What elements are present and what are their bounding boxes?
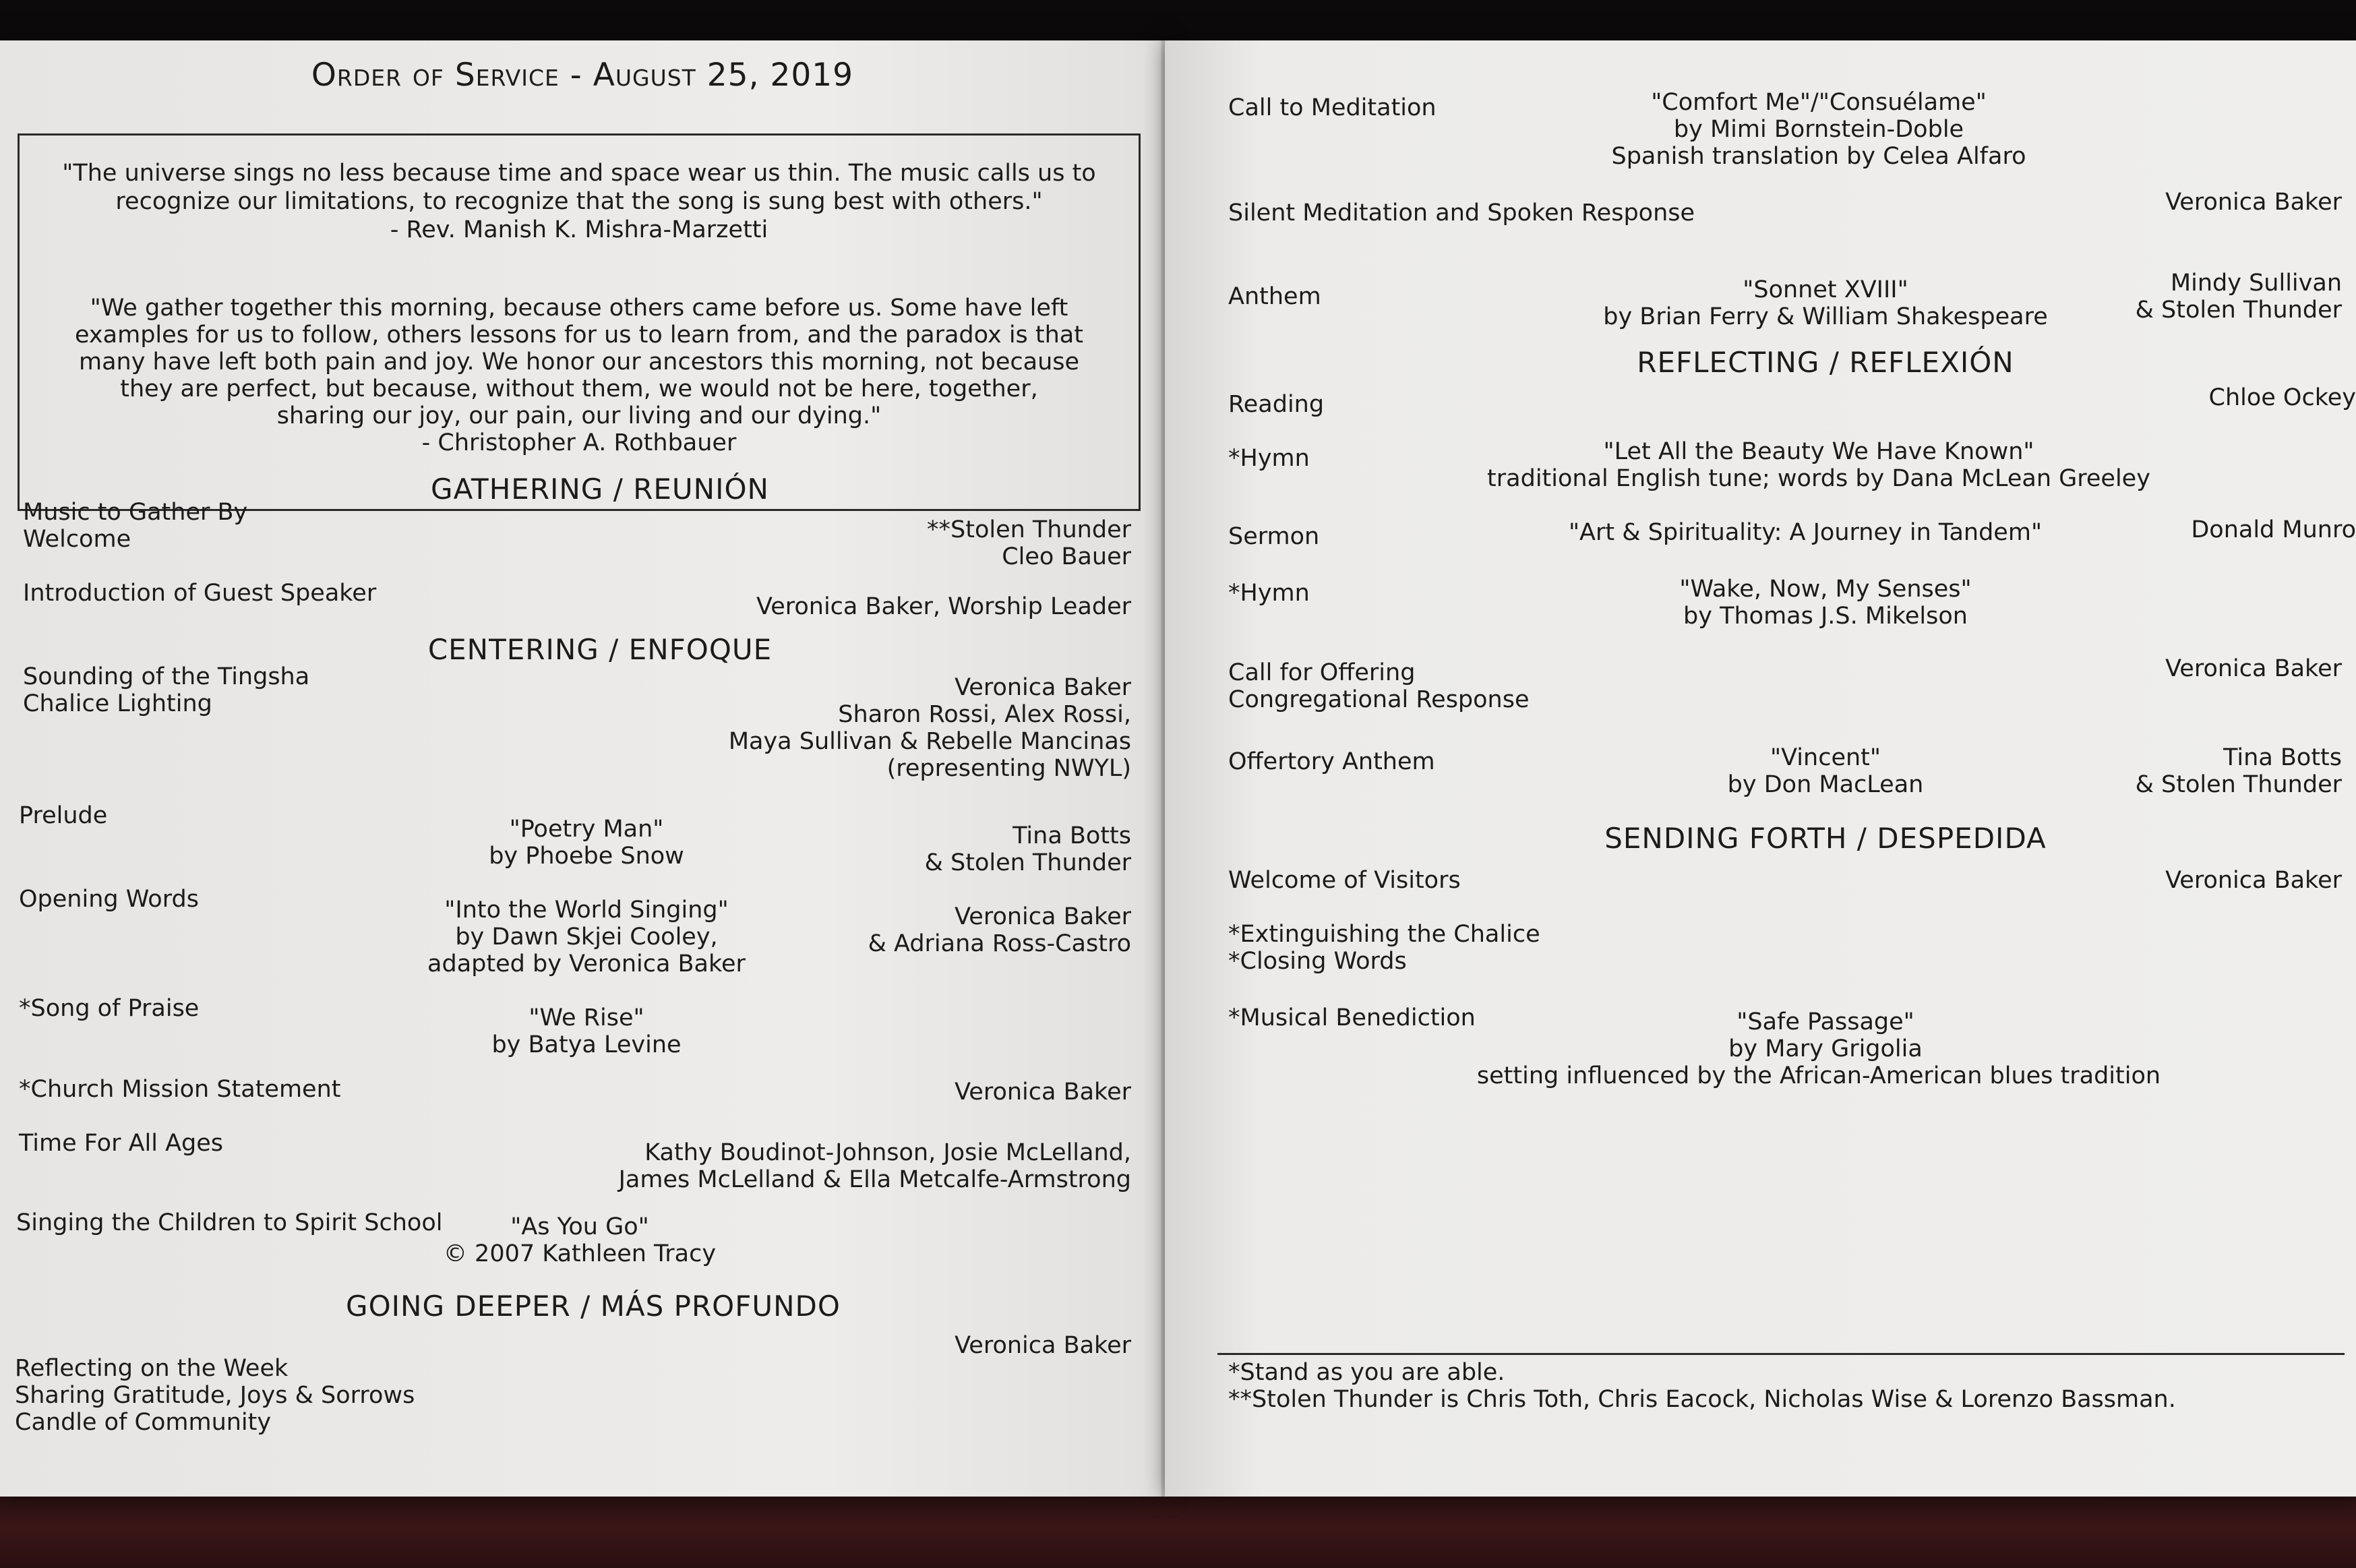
- music-gather-performer-1: **Stolen Thunder: [927, 516, 1131, 543]
- quote2-line3: many have left both pain and joy. We honor our ancestors this morning, not because: [78, 349, 1080, 375]
- item-prelude: Prelude: [19, 802, 108, 829]
- prelude-author: by Phoebe Snow: [489, 843, 684, 870]
- item-reflecting: Reflecting on the Week: [15, 1355, 289, 1382]
- section-sending-forth: SENDING FORTH / DESPEDIDA: [1604, 822, 2047, 855]
- tingsha-person-3: Maya Sullivan & Rebelle Mancinas: [728, 728, 1131, 755]
- item-hymn-1: *Hymn: [1228, 445, 1310, 472]
- reflect-person: Veronica Baker: [955, 1332, 1131, 1359]
- music-gather-performer-2: Cleo Bauer: [1002, 543, 1131, 570]
- call-med-title: "Comfort Me"/"Consuélame": [1651, 89, 1987, 116]
- anthem-title: "Sonnet XVIII": [1743, 276, 1908, 303]
- mission-person: Veronica Baker: [955, 1079, 1131, 1106]
- item-tingsha-2: Chalice Lighting: [23, 690, 212, 717]
- item-candle: Candle of Community: [15, 1409, 272, 1436]
- item-musical-benediction: *Musical Benediction: [1228, 1004, 1476, 1031]
- quote2-line4: they are perfect, but because, without them, we would not be here, together,: [120, 375, 1038, 402]
- item-time-all-ages: Time For All Ages: [19, 1130, 224, 1157]
- item-sharing: Sharing Gratitude, Joys & Sorrows: [15, 1382, 415, 1409]
- call-med-translation: Spanish translation by Celea Alfaro: [1611, 143, 2026, 170]
- item-opening: Opening Words: [19, 886, 199, 913]
- off-anthem-performer-2: & Stolen Thunder: [2135, 771, 2342, 798]
- quote2-line5: sharing our joy, our pain, our living and our dying.": [276, 402, 882, 429]
- item-music-gather-1: Music to Gather By: [23, 499, 248, 526]
- off-anthem-author: by Don MacLean: [1727, 771, 1924, 798]
- call-med-author: by Mimi Bornstein-Doble: [1673, 116, 1964, 143]
- footnote-stolen-thunder: **Stolen Thunder is Chris Toth, Chris Eacock, Nicholas Wise & Lorenzo Bassman.: [1228, 1386, 2176, 1413]
- item-song-praise: *Song of Praise: [19, 995, 200, 1022]
- quote2-attribution: - Christopher A. Rothbauer: [421, 429, 737, 456]
- prelude-title: "Poetry Man": [509, 816, 664, 843]
- opening-person-2: & Adriana Ross-Castro: [868, 930, 1131, 957]
- item-call-offering: Call for Offering: [1228, 659, 1416, 686]
- offering-person: Veronica Baker: [2165, 655, 2342, 682]
- tingsha-person-2: Sharon Rossi, Alex Rossi,: [838, 701, 1131, 728]
- singing-copyright: © 2007 Kathleen Tracy: [443, 1240, 717, 1267]
- praise-title: "We Rise": [528, 1004, 644, 1031]
- hymn2-author: by Thomas J.S. Mikelson: [1683, 603, 1968, 630]
- item-silent-meditation: Silent Meditation and Spoken Response: [1228, 200, 1695, 227]
- intro-guest-person: Veronica Baker, Worship Leader: [756, 593, 1131, 620]
- opening-title: "Into the World Singing": [444, 897, 729, 924]
- quote1-attribution: - Rev. Manish K. Mishra-Marzetti: [390, 216, 768, 243]
- item-anthem: Anthem: [1228, 283, 1321, 310]
- section-gathering: GATHERING / REUNIÓN: [431, 473, 769, 506]
- ages-person-1: Kathy Boudinot-Johnson, Josie McLelland,: [644, 1139, 1131, 1166]
- anthem-performer-2: & Stolen Thunder: [2135, 297, 2342, 324]
- item-music-gather-2: Welcome: [23, 526, 131, 553]
- visitors-person: Veronica Baker: [2165, 867, 2342, 894]
- sermon-title: "Art & Spirituality: A Journey in Tandem": [1568, 519, 2043, 546]
- hymn2-title: "Wake, Now, My Senses": [1679, 576, 1972, 603]
- item-congregational-response: Congregational Response: [1228, 686, 1530, 713]
- sermon-speaker: Donald Munro: [2191, 516, 2356, 543]
- left-page: [0, 40, 1165, 1497]
- tingsha-person-4: (representing NWYL): [886, 755, 1131, 782]
- item-sermon: Sermon: [1228, 523, 1320, 550]
- page-title: Order of Service - August 25, 2019: [311, 57, 854, 94]
- off-anthem-title: "Vincent": [1770, 744, 1881, 771]
- item-singing-children: Singing the Children to Spirit School: [16, 1209, 443, 1236]
- item-hymn-2: *Hymn: [1228, 580, 1310, 607]
- prelude-performer-1: Tina Botts: [1013, 822, 1131, 849]
- tingsha-person-1: Veronica Baker: [955, 674, 1131, 701]
- reading-person: Chloe Ockey: [2208, 384, 2356, 411]
- benediction-title: "Safe Passage": [1736, 1008, 1914, 1035]
- item-reading: Reading: [1228, 391, 1325, 418]
- quote2-line2: examples for us to follow, others lessons for us to learn from, and the paradox is that: [75, 322, 1083, 349]
- wooden-surface: [0, 1497, 2356, 1568]
- footnote-stand: *Stand as you are able.: [1228, 1359, 1505, 1386]
- quote1-line2: recognize our limitations, to recognize that the song is sung best with others.": [115, 188, 1043, 215]
- quote1-line1: "The universe sings no less because time and space wear us thin. The music calls us to: [62, 160, 1096, 187]
- opening-person-1: Veronica Baker: [955, 903, 1131, 930]
- item-tingsha-1: Sounding of the Tingsha: [23, 663, 310, 690]
- opening-adapted: adapted by Veronica Baker: [427, 951, 746, 977]
- singing-title: "As You Go": [510, 1213, 649, 1240]
- item-welcome-visitors: Welcome of Visitors: [1228, 867, 1461, 894]
- off-anthem-performer-1: Tina Botts: [2223, 744, 2342, 771]
- item-offertory-anthem: Offertory Anthem: [1228, 748, 1435, 775]
- opening-author: by Dawn Skjei Cooley,: [455, 924, 718, 951]
- quote2-line1: "We gather together this morning, because others came before us. Some have left: [90, 295, 1068, 322]
- prelude-performer-2: & Stolen Thunder: [924, 849, 1131, 876]
- section-centering: CENTERING / ENFOQUE: [427, 633, 773, 666]
- footnote-divider: [1217, 1353, 2345, 1355]
- item-call-meditation: Call to Meditation: [1228, 94, 1437, 121]
- ages-person-2: James McLelland & Ella Metcalfe-Armstrong: [618, 1166, 1131, 1193]
- item-extinguishing-chalice: *Extinguishing the Chalice: [1228, 921, 1540, 948]
- benediction-setting: setting influenced by the African-American blues tradition: [1476, 1062, 2161, 1089]
- section-going-deeper: GOING DEEPER / MÁS PROFUNDO: [346, 1290, 841, 1323]
- silent-person: Veronica Baker: [2165, 189, 2342, 216]
- section-reflecting: REFLECTING / REFLEXIÓN: [1637, 346, 2014, 379]
- praise-author: by Batya Levine: [491, 1031, 682, 1058]
- hymn1-author: traditional English tune; words by Dana McLean Greeley: [1487, 465, 2150, 492]
- quote-box: [18, 133, 1141, 511]
- item-closing-words: *Closing Words: [1228, 948, 1407, 975]
- item-intro-guest: Introduction of Guest Speaker: [23, 580, 377, 607]
- anthem-author: by Brian Ferry & William Shakespeare: [1603, 303, 2048, 330]
- hymn1-title: "Let All the Beauty We Have Known": [1603, 438, 2034, 465]
- benediction-author: by Mary Grigolia: [1728, 1035, 1923, 1062]
- anthem-performer-1: Mindy Sullivan: [2170, 270, 2342, 297]
- item-mission: *Church Mission Statement: [19, 1076, 341, 1103]
- right-page: [1165, 40, 2356, 1497]
